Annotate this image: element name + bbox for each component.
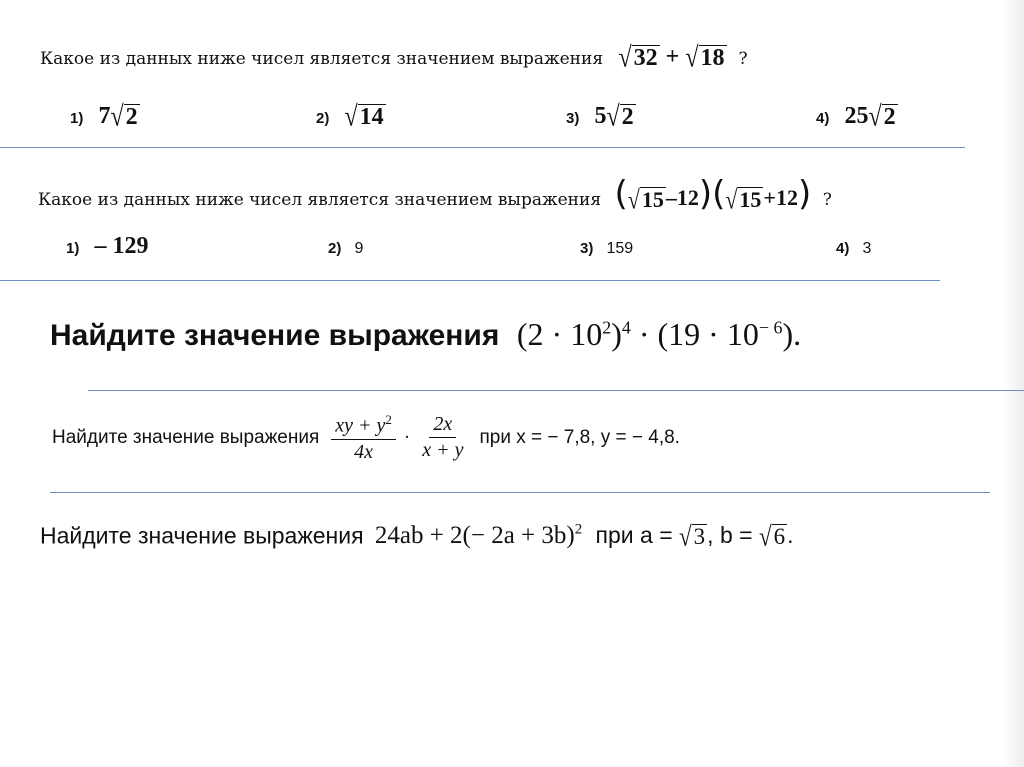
q4-prompt: Найдите значение выражения [52, 426, 320, 448]
q2-option-2-num: 2) [328, 240, 342, 257]
q3-expression: $(2 \cdot 10^2)^4 \cdot (19 \cdot 10^{- 6})$. [516, 316, 802, 352]
q2-option-3-value: 159 [606, 240, 634, 257]
q4-fraction-1: $\frac{xy + y^2}{4x}$ [331, 412, 396, 464]
q1-option-3-num: 3) [566, 110, 580, 127]
q3-line [50, 316, 801, 353]
q2-prompt: Какое из данных ниже чисел является значением выражения [38, 190, 602, 210]
q1-option-1[interactable] [70, 103, 140, 131]
q1-option-2[interactable] [316, 103, 386, 131]
q1-qmark: ? [738, 49, 748, 69]
q2-option-1-value: – 129 [94, 233, 149, 259]
q4-line [52, 412, 680, 464]
q5-prompt: Найдите значение выражения [40, 522, 364, 549]
q1-sqrt-32: √ 32 [618, 42, 658, 74]
q1-prompt-line [40, 44, 748, 72]
q1-prompt: Какое из данных ниже чисел является значением выражения [40, 49, 604, 69]
divider-2 [0, 280, 940, 281]
q2-option-3-num: 3) [580, 240, 594, 257]
q1-option-4[interactable] [816, 103, 898, 131]
q2-option-3[interactable] [580, 238, 633, 258]
q1-option-3-value: 5 √ 2 [594, 101, 634, 133]
q2-option-1-num: 1) [66, 240, 80, 257]
q1-option-4-num: 4) [816, 110, 830, 127]
q2-option-2[interactable] [328, 238, 363, 258]
divider-1 [0, 147, 965, 148]
q2-option-4-num: 4) [836, 240, 850, 257]
q2-qmark: ? [822, 190, 832, 210]
q4-condition: при x = − 7,8, y = − 4,8. [479, 426, 680, 448]
q2-option-2-value: 9 [354, 240, 364, 257]
q5-expression: $24ab + 2(- 2a + 3b)^2$ [374, 522, 583, 550]
q1-option-3[interactable] [566, 103, 636, 131]
q1-option-4-value: 25 √ 2 [844, 101, 896, 133]
divider-4 [50, 492, 990, 493]
q5-line [40, 522, 793, 550]
q1-plus: + [665, 44, 680, 70]
q2-expression: ( √ 15 –12)( √ 15 +12) [614, 174, 812, 215]
q3-prompt: Найдите значение выражения [50, 319, 500, 352]
slide-edge-shadow [1004, 0, 1024, 767]
q1-option-2-num: 2) [316, 110, 330, 127]
q2-prompt-line [38, 174, 832, 214]
q2-option-1[interactable] [66, 233, 148, 260]
q4-fraction-2: $\frac{2x}{x + y}$ [422, 413, 464, 462]
q1-option-2-value: √ 14 [344, 101, 384, 133]
divider-3 [88, 390, 1024, 391]
q1-option-1-value: 7 √ 2 [98, 101, 138, 133]
q2-option-4-value: 3 [862, 240, 872, 257]
q1-expression [618, 42, 732, 74]
q1-option-1-num: 1) [70, 110, 84, 127]
q2-option-4[interactable] [836, 238, 871, 258]
q4-dot: · [403, 426, 411, 448]
q1-sqrt-18: √ 18 [685, 42, 725, 74]
q5-condition: при a = √ 3 , b = √ 6 . [595, 521, 794, 552]
